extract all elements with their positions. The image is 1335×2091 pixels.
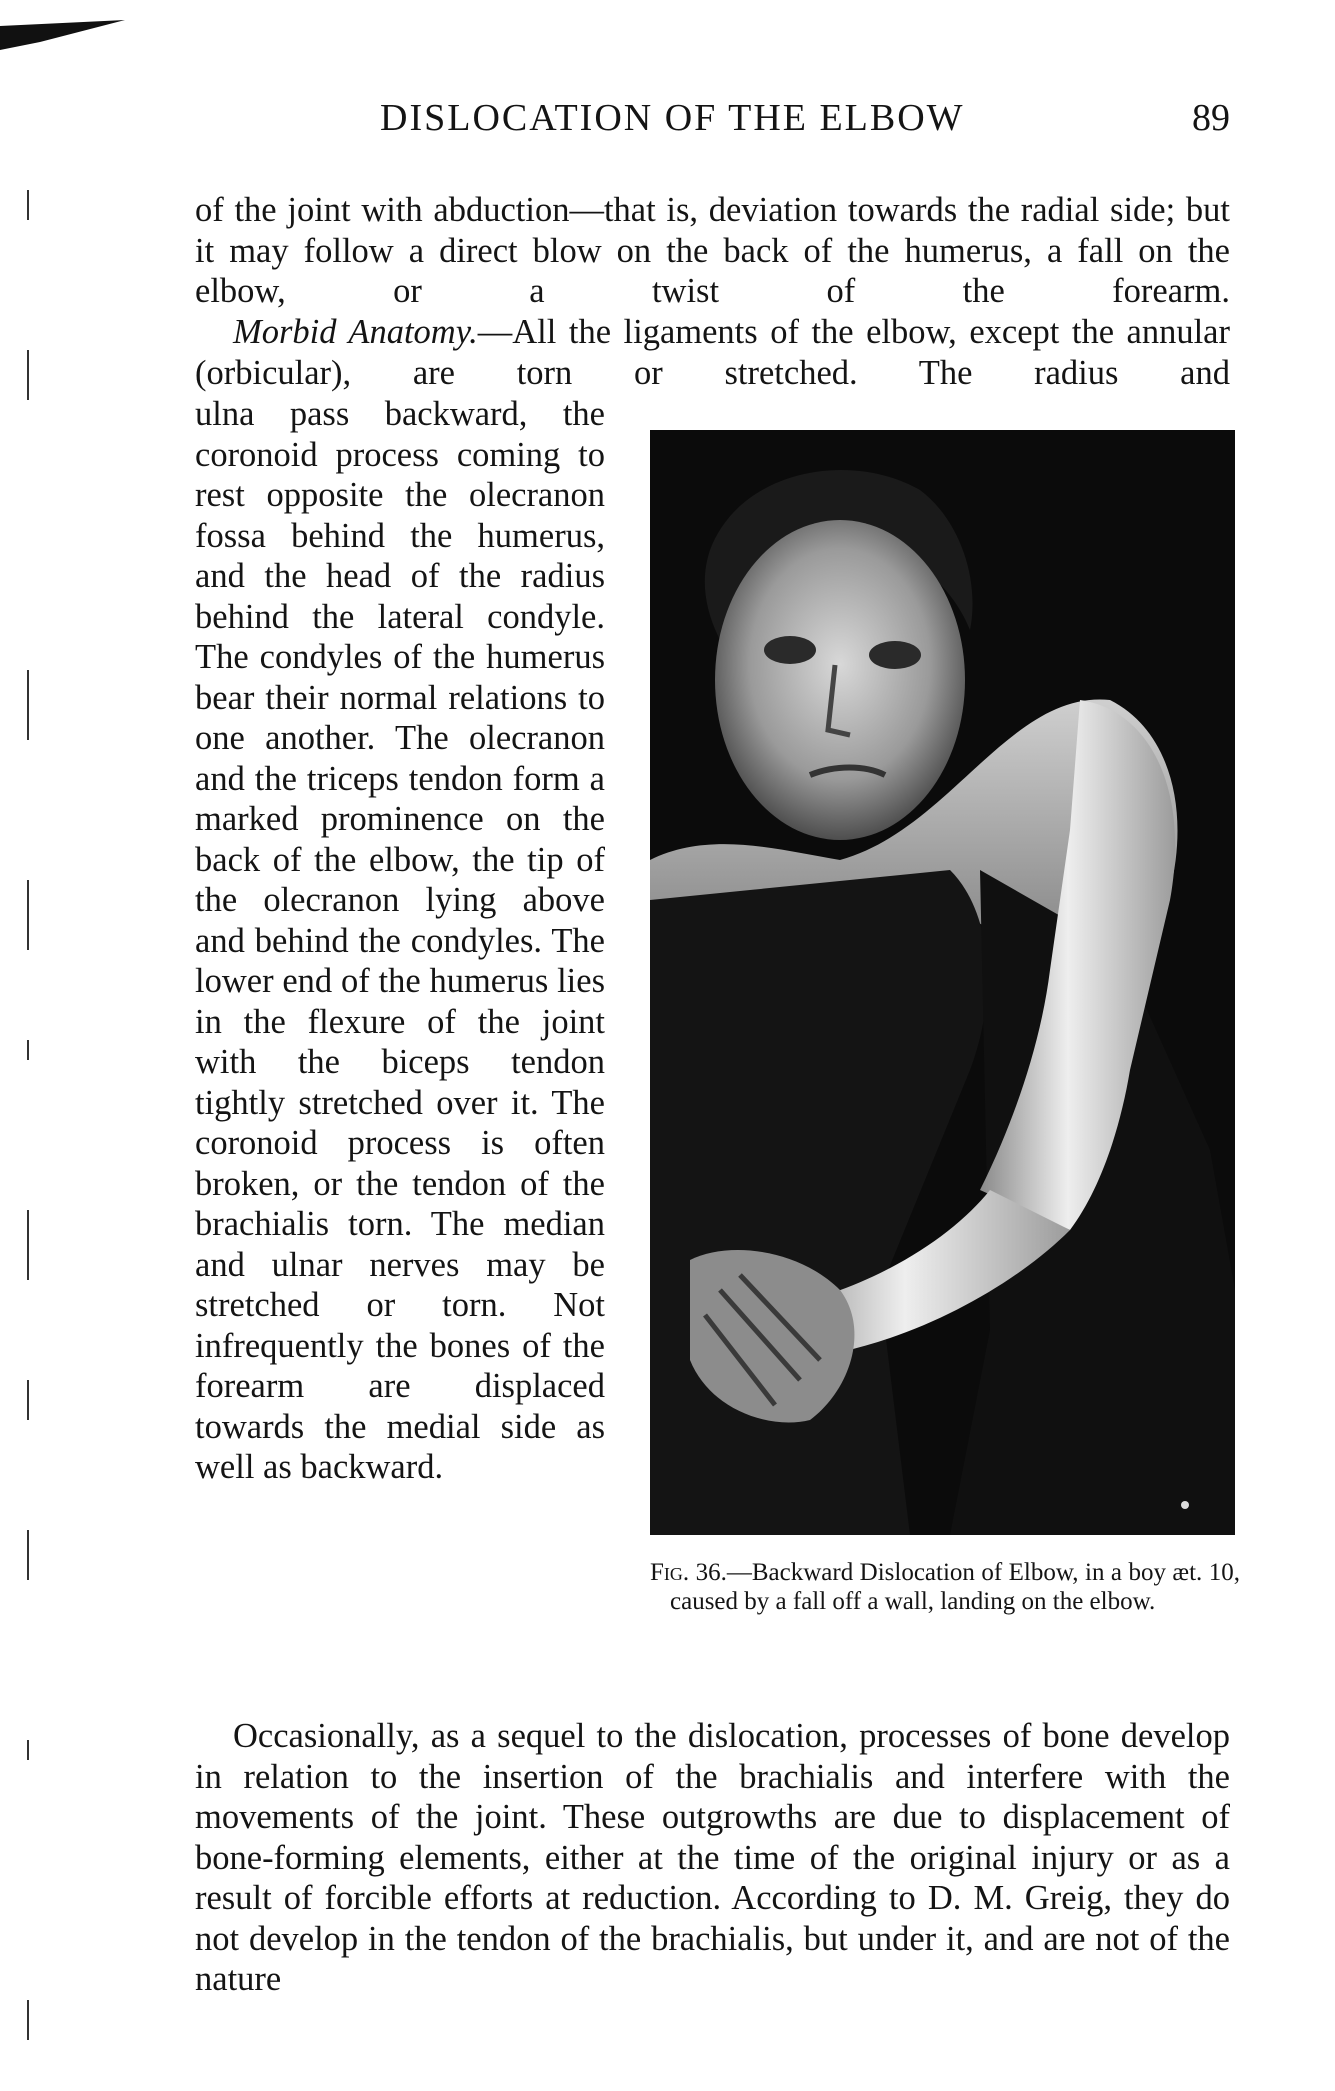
figure-label: Fig. 36. [650, 1559, 727, 1586]
page-number: 89 [1192, 97, 1230, 139]
paragraph-3-column: ulna pass backward, the coronoid process coming to rest opposite the olecranon fossa behind the humerus, and the head of the radius behind the lateral condyle. The condyles of the humerus bear their normal relations to one another. The olecranon and the triceps tendon form a marked prominence on the back of the elbow, the tip of the olecranon lying above and behind the condyles. The lower end of the humerus lies in the flexure of the joint with the biceps tendon tightly stretched over it. The coronoid process is often broken, or the tendon of the brachialis torn. The median and ulnar nerves may be stretched or torn. Not infrequently the bones of the forearm are displaced towards the medial side as well as backward. [195, 395, 605, 1486]
paragraph-4: Occasionally, as a sequel to the dislocation, processes of bone develop in relation to the insertion of the brachialis and interfere with the movements of the joint. These outgrowths are due to displacement of bone-forming elements, either at the time of the original injury or as a result of forcible efforts at reduction. According to D. M. Greig, they do not develop in the tendon of the brachialis, but under it, and are not of the nature [195, 1717, 1230, 1998]
margin-scan-marks [20, 160, 40, 2060]
page-header [380, 96, 1230, 146]
figure-caption-text: —Backward Dislocation of Elbow, in a boy æt. 10, caused by a fall off a wall, landing on the elbow. [670, 1559, 1240, 1615]
photo-illustration [650, 430, 1235, 1535]
figure-caption [650, 1558, 1240, 1616]
running-title: DISLOCATION OF THE ELBOW [380, 97, 965, 139]
paragraph-2-text: —All the ligaments of the elbow, except the annular (orbicular), are torn or stretched. The radius and [195, 313, 1230, 392]
corner-print-mark [0, 20, 125, 50]
paragraph-2 [195, 312, 1230, 393]
section-heading-morbid-anatomy: Morbid Anatomy. [233, 313, 478, 351]
paragraph-1: of the joint with abduction—that is, deviation towards the radial side; but it may follow a direct blow on the back of the humerus, a fall on the elbow, or a twist of the forearm. [195, 191, 1230, 310]
figure-36-photograph [650, 430, 1235, 1535]
